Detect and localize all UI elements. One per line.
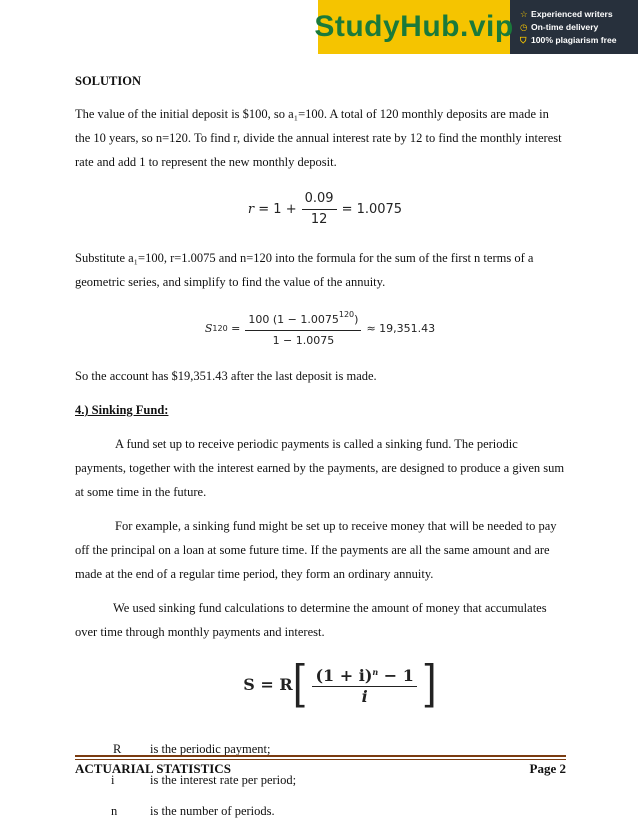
feature-item: ◷ On-time delivery — [520, 21, 599, 32]
page-number: Page 2 — [529, 761, 566, 776]
star-icon: ☆ — [520, 8, 528, 19]
definition-item: n is the number of periods. — [111, 804, 275, 818]
formula-monthly-rate: r = 1 + $\frac{0.09}{12}$ = 1.0075 — [247, 190, 403, 227]
page-footer — [75, 761, 566, 777]
document-body — [75, 72, 565, 827]
formula-annuity-sum: S 120 = $\frac{100 (1 - 1.0075^{120})}{1 - 1.0075}$ ≈ 19,351.43 — [75, 304, 565, 352]
definition-item: i is the interest rate per period; — [111, 773, 297, 787]
formula-sinking-fund: S = R [ $\frac{(1 + i)^n - 1}{i}$ ] — [243, 655, 437, 713]
paragraph: Substitute a₁=100, r=1.0075 and n=120 into the formula for the sum of the first n terms of a geometric series, and simplify to find the value of the annuity. — [75, 251, 534, 289]
footer-divider — [75, 759, 566, 760]
footer-title: ACTUARIAL STATISTICS — [75, 761, 231, 776]
solution-heading: SOLUTION — [75, 74, 141, 88]
paragraph: A fund set up to receive periodic payments is called a sinking fund. The periodic payments, together with the interest earned by the payments, are designed to produce a given sum at some time in the future. — [75, 437, 565, 499]
definition-item: R is the periodic payment; — [113, 742, 271, 756]
shield-icon: ⛉ — [520, 34, 527, 45]
feature-item: ☆ Experienced writers — [520, 8, 613, 19]
paragraph: For example, a sinking fund might be set up to receive money that will be needed to pay off the principal on a loan at some future time. If the payments are all the same amount and are made at the end of a regular time period, they form an ordinary annuity. — [75, 519, 557, 581]
brand-banner — [314, 0, 638, 54]
definition-list — [75, 734, 565, 827]
fraction: $\frac{0.09}{12}$ — [302, 191, 337, 228]
feature-list — [510, 8, 617, 47]
clock-icon: ◷ — [520, 21, 528, 32]
section-heading: 4.) Sinking Fund: — [75, 403, 169, 417]
footer-divider — [75, 755, 566, 757]
paragraph: The value of the initial deposit is $100, so a₁=100. A total of 120 monthly deposits are made in the 10 years, so n=120. To find r, divide the annual interest rate by 12 to find the monthly interest rate and add 1 to represent the new monthly deposit. — [75, 107, 562, 169]
fraction: $\frac{100 (1 - 1.0075^{120})}{1 - 1.0075}$ — [245, 307, 361, 349]
paragraph: So the account has $19,351.43 after the last deposit is made. — [75, 369, 377, 383]
brand-logo: StudyHub.vip — [318, 0, 510, 54]
paragraph: We used sinking fund calculations to determine the amount of money that accumulates over time through monthly payments and interest. — [75, 601, 547, 639]
feature-item: ⛉ 100% plagiarism free — [520, 34, 617, 45]
fraction: $\frac{(1 + i)^n - 1}{i}$ — [312, 664, 416, 705]
